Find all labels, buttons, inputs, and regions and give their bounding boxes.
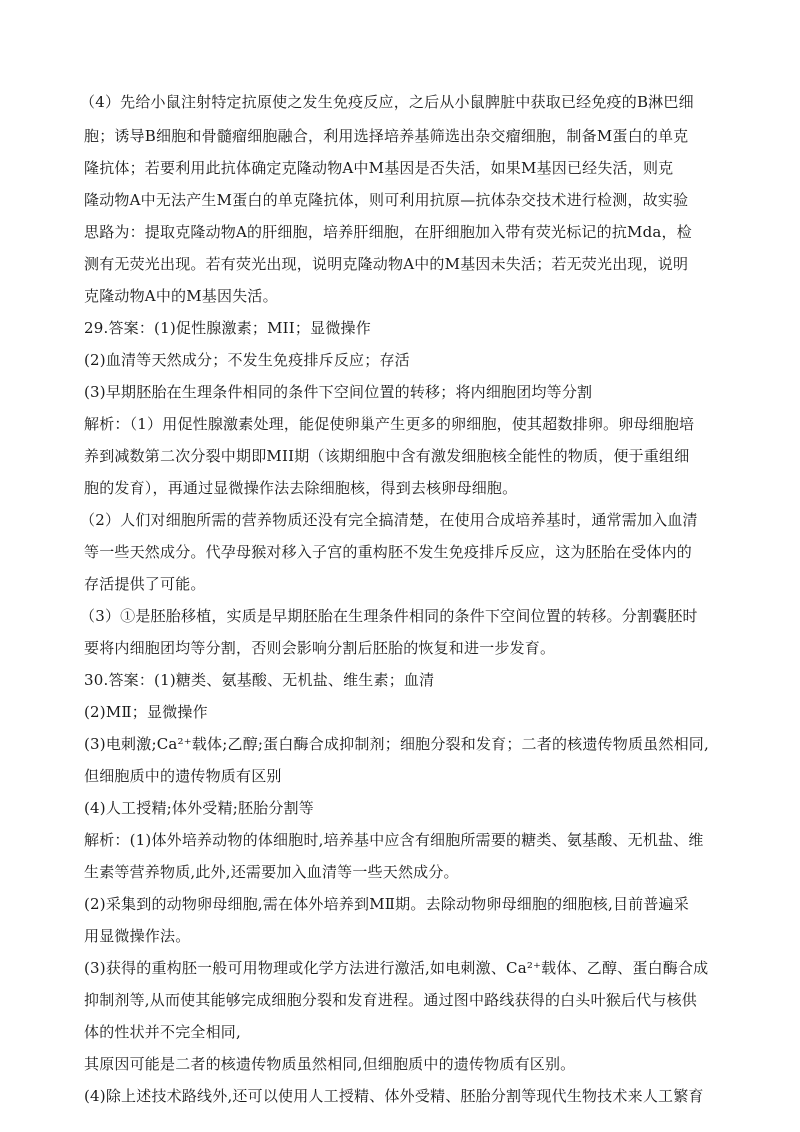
text-line: (3)电刺激;Ca²⁺载体;乙醇;蛋白酶合成抑制剂；细胞分裂和发育；二者的核遗传物质虽然相同, bbox=[84, 735, 709, 753]
text-line: (4)除上述技术路线外,还可以使用人工授精、体外受精、胚胎分割等现代生物技术来人工繁育 bbox=[84, 1087, 704, 1105]
text-line: 思路为：提取克隆动物A的肝细胞，培养肝细胞，在肝细胞加入带有荧光标记的抗Mda，检 bbox=[84, 223, 692, 241]
text-line: (3)早期胚胎在生理条件相同的条件下空间位置的转移；将内细胞团均等分割 bbox=[84, 383, 593, 401]
text-line: （4）先给小鼠注射特定抗原使之发生免疫反应，之后从小鼠脾脏中获取已经免疫的B淋巴细 bbox=[80, 93, 694, 111]
text-line: 隆动物A中无法产生M蛋白的单克隆抗体，则可利用抗原—抗体杂交技术进行检测，故实验 bbox=[84, 191, 689, 209]
text-line: 等一些天然成分。代孕母猴对移入子宫的重构胚不发生免疫排斥反应，这为胚胎在受体内的 bbox=[84, 543, 693, 561]
text-line: 存活提供了可能。 bbox=[84, 575, 206, 593]
answer-heading: 30.答案：(1)糖类、氨基酸、无机盐、维生素；血清 bbox=[84, 671, 435, 689]
text-line: 隆抗体；若要利用此抗体确定克隆动物A中M基因是否失活，如果M基因已经失活，则克 bbox=[84, 159, 674, 177]
text-line: 其原因可能是二者的核遗传物质虽然相同,但细胞质中的遗传物质有区别。 bbox=[84, 1055, 576, 1073]
text-line: 胞的发育），再通过显微操作法去除细胞核，得到去核卵母细胞。 bbox=[84, 479, 518, 497]
text-line: 要将内细胞团均等分割，否则会影响分割后胚胎的恢复和进一步发育。 bbox=[84, 639, 556, 657]
text-line: (2)血清等天然成分；不发生免疫排斥反应；存活 bbox=[84, 351, 410, 369]
text-line: 但细胞质中的遗传物质有区别 bbox=[84, 767, 282, 785]
answer-heading: 29.答案：(1)促性腺激素；MII；显微操作 bbox=[84, 319, 371, 337]
analysis-line: 解析：（1）用促性腺激素处理，能促使卵巢产生更多的卵细胞，使其超数排卵。卵母细胞培 bbox=[84, 415, 695, 433]
text-line: 体的性状并不完全相同, bbox=[84, 1023, 241, 1041]
text-line: 生素等营养物质,此外,还需要加入血清等一些天然成分。 bbox=[84, 863, 459, 881]
text-line: 养到减数第二次分裂中期即MII期（该期细胞中含有激发细胞核全能性的物质，便于重组细 bbox=[84, 447, 690, 465]
text-line: 测有无荧光出现。若有荧光出现，说明克隆动物A中的M基因未失活；若无荧光出现，说明 bbox=[84, 255, 689, 273]
text-line: 用显微操作法。 bbox=[84, 927, 191, 945]
text-line: (2)MⅡ；显微操作 bbox=[84, 703, 208, 721]
text-line: 胞；诱导B细胞和骨髓瘤细胞融合，利用选择培养基筛选出杂交瘤细胞，制备M蛋白的单克 bbox=[84, 127, 689, 145]
text-line: （2）人们对细胞所需的营养物质还没有完全搞清楚，在使用合成培养基时，通常需加入血清 bbox=[80, 511, 698, 529]
text-line: 抑制剂等,从而使其能够完成细胞分裂和发育进程。通过图中路线获得的白头叶猴后代与核供 bbox=[84, 991, 697, 1009]
analysis-line: 解析：(1)体外培养动物的体细胞时,培养基中应含有细胞所需要的糖类、氨基酸、无机盐、维 bbox=[84, 831, 704, 849]
text-line: (3)获得的重构胚一般可用物理或化学方法进行激活,如电刺激、Ca²⁺载体、乙醇、蛋白酶合成 bbox=[84, 959, 709, 977]
text-line: 克隆动物A中的M基因失活。 bbox=[84, 287, 278, 305]
text-line: （3）①是胚胎移植，实质是早期胚胎在生理条件相同的条件下空间位置的转移。分割囊胚时 bbox=[80, 607, 698, 625]
text-line: (2)采集到的动物卵母细胞,需在体外培养到MⅡ期。去除动物卵母细胞的细胞核,目前普遍采 bbox=[84, 895, 689, 913]
text-line: (4)人工授精;体外受精;胚胎分割等 bbox=[84, 799, 314, 817]
